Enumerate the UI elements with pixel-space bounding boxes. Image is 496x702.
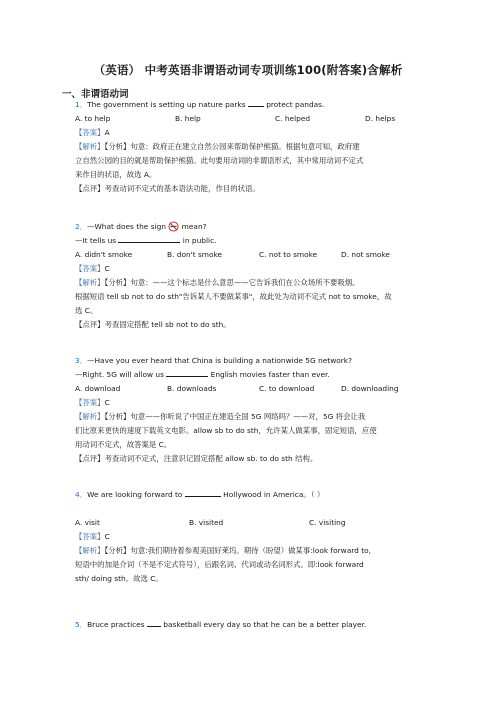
question-number: 1．	[75, 100, 88, 109]
question-number: 3．	[75, 356, 88, 365]
question-5-stem: 5．Bruce practices basketball every day so that he can be a better player.	[75, 620, 367, 629]
question-3-analysis-line-1: 【解析】【分析】句意——你听说了中国正在建造全国 5G 网络吗？——对，5G 将会让我	[75, 412, 366, 421]
answer-blank	[118, 235, 180, 243]
question-number: 2．	[75, 222, 88, 231]
question-2-analysis-line-2: 根据短语 tell sb not to do sth"告诉某人不要做某事"，故此处为动词不定式 not to smoke，故	[75, 292, 392, 301]
page-title: （英语） 中考英语非谓语动词专项训练100(附答案)含解析	[93, 63, 403, 77]
option-c: C. not to smoke	[259, 250, 318, 259]
question-1-analysis-line-1: 【解析】【分析】句意：政府正在建立自然公园来帮助保护熊猫。根据句意可知，政府建	[75, 142, 360, 151]
option-b: B. don't smoke	[167, 250, 223, 259]
option-d: D. not smoke	[341, 250, 390, 259]
question-4-analysis-line-1: 【解析】【分析】句意:我们期待着参观美国好莱坞。期待（盼望）做某事:look forward to,	[75, 546, 371, 555]
answer-value: A	[104, 128, 110, 137]
option-a: A. didn't smoke	[75, 250, 133, 259]
question-3-answer: 【答案】C	[75, 398, 110, 407]
answer-blank	[166, 369, 208, 377]
question-3-options	[75, 383, 435, 394]
option-a: A. download	[75, 384, 121, 393]
question-2-analysis-line-3: 选 C。	[75, 306, 98, 315]
question-number: 4．	[75, 490, 88, 499]
option-a: A. to help	[75, 114, 111, 123]
question-2-stem: 2．—What does the sign mean?	[75, 222, 207, 231]
question-1-answer	[75, 127, 435, 138]
question-1-comment: 【点评】考查动词不定式的基本语法功能，作目的状语。	[75, 184, 260, 193]
option-b: B. help	[175, 114, 201, 123]
question-3-stem: 3．—Have you ever heard that China is building a nationwide 5G network?	[75, 356, 353, 365]
question-1-stem: 1．The government is setting up nature parks protect pandas.	[75, 100, 325, 109]
question-3-analysis-line-2: 们比原来更快的速度下载英文电影。allow sb to do sth，允许某人做某事，固定短语，应使	[75, 426, 377, 435]
question-4-analysis-line-2: 短语中的加是介词（不是不定式符号），后跟名词、代词或动名词形式。即:look forward	[75, 560, 364, 569]
option-b: B. downloads	[167, 384, 217, 393]
answer-blank	[185, 489, 221, 497]
question-2-comment: 【点评】考查固定搭配 tell sb not to do sth。	[75, 320, 231, 329]
option-c: C. to download	[259, 384, 315, 393]
option-a: A. visit	[75, 518, 100, 527]
question-4-stem: 4．We are looking forward to Hollywood in America。（ ）	[75, 490, 325, 499]
question-2-options	[75, 249, 435, 260]
option-b: B. visited	[189, 518, 224, 527]
option-c: C. visiting	[309, 518, 346, 527]
no-smoking-sign-icon	[168, 221, 179, 232]
option-d: D. downloading	[341, 384, 399, 393]
question-4-options	[75, 517, 435, 528]
question-2-answer: 【答案】C	[75, 264, 110, 273]
question-2-stem-reply: —It tells us in public.	[75, 236, 217, 245]
question-4-answer: 【答案】C	[75, 532, 110, 541]
option-c: C. helped	[275, 114, 311, 123]
section-heading: 一、非谓语动词	[62, 89, 129, 100]
answer-blank	[147, 619, 161, 627]
question-1-analysis-line-2: 立自然公园的目的就是帮助保护熊猫。此句要用动词的非谓语形式，其中常用动词不定式	[75, 156, 364, 165]
option-d: D. helps	[365, 114, 396, 123]
question-number: 5．	[75, 620, 88, 629]
answer-tag: 【答案】	[75, 128, 105, 137]
question-2-analysis-line-1: 【解析】【分析】句意：——这个标志是什么意思——它告诉我们在公众场所不要吸烟。	[75, 278, 360, 287]
question-3-analysis-line-3: 用动词不定式，故答案是 C。	[75, 440, 172, 449]
question-3-comment: 【点评】考查动词不定式，注意识记固定搭配 allow sb. to do sth 结构。	[75, 454, 318, 463]
question-1-options	[75, 113, 435, 124]
question-4-analysis-line-3: sth/ doing sth。故选 C。	[75, 574, 163, 583]
question-1-analysis-line-3: 来作目的状语，故选 A。	[75, 170, 157, 179]
answer-blank	[248, 99, 264, 107]
question-3-stem-reply: —Right. 5G will allow us English movies faster than ever.	[75, 370, 330, 379]
